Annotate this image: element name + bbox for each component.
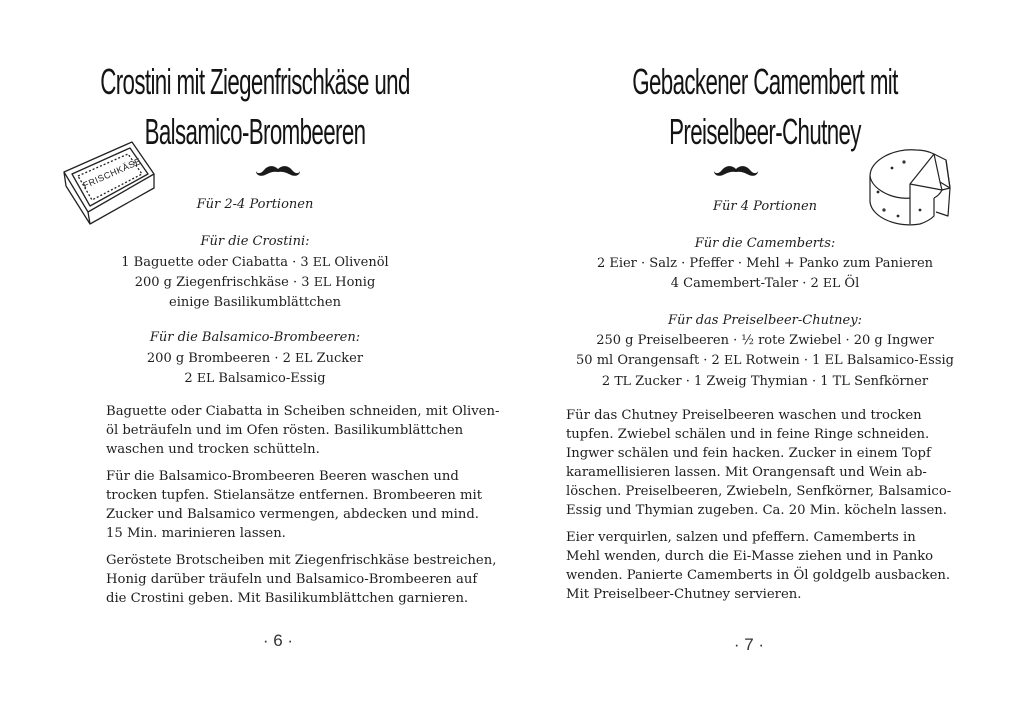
ingredients-chutney: [510, 311, 1020, 391]
title-line: Crostini mit Ziegenfrischkäse und: [100, 61, 410, 102]
instruction-paragraph: Eier verquirlen, salzen und pfeffern. Camemberts in Mehl wenden, durch die Ei-Masse ziehen und in Panko wenden. Panierte Camemberts in Öl goldgelb ausbacken. Mit Preiselbeer-Chutney servieren.: [566, 530, 951, 602]
title-line: Gebackener Camembert mit: [632, 61, 898, 102]
right-page: [510, 0, 1020, 709]
instruction-paragraph: Für das Chutney Preiselbeeren waschen und trocken tupfen. Zwiebel schälen und in feine Ringe schneiden. Ingwer schälen und fein hacken. Zucker in einem Topf karamellisieren lassen. Mit Orangensaft und Wein ab- löschen. Preiselbeeren, Zwiebeln, Senfkörner, Balsamico- Essig und Thymian zugeben. Ca. 20 Min. köcheln lassen.: [566, 408, 952, 518]
ingredient-line: 200 g Brombeeren · 2 EL Zucker: [146, 349, 364, 366]
ingredient-line: 1 Baguette oder Ciabatta · 3 EL Olivenöl: [121, 253, 389, 270]
ingredients-brombeeren: [0, 328, 510, 389]
title-line: Preiselbeer-Chutney: [669, 111, 861, 152]
ingredient-line: 2 TL Zucker · 1 Zweig Thymian · 1 TL Senfkörner: [601, 372, 929, 389]
ingredients-camemberts: [510, 234, 1020, 294]
page-number: · 6 ·: [262, 631, 294, 650]
ingredient-heading: Für die Crostini:: [200, 234, 310, 249]
instruction-paragraph: Geröstete Brotscheiben mit Ziegenfrischkäse bestreichen, Honig darüber träufeln und Balsamico-Brombeeren auf die Crostini geben. Mit Basilikumblättchen garnieren.: [106, 553, 497, 606]
instructions: [566, 406, 952, 612]
portions: Für 2-4 Portionen: [196, 197, 314, 212]
ingredient-line: einige Basilikumblättchen: [169, 294, 341, 310]
mustache-ornament-icon: [254, 163, 302, 179]
ingredient-line: 2 EL Balsamico-Essig: [184, 370, 326, 386]
ingredient-heading: Für das Preiselbeer-Chutney:: [668, 313, 862, 328]
instructions: [106, 402, 500, 616]
tub-label: FRISCHKÄSE: [81, 155, 143, 191]
ingredient-line: 50 ml Orangensaft · 2 EL Rotwein · 1 EL Balsamico-Essig: [576, 352, 954, 368]
ingredient-line: 4 Camembert-Taler · 2 EL Öl: [670, 275, 860, 291]
instruction-paragraph: Baguette oder Ciabatta in Scheiben schneiden, mit Oliven- öl beträufeln und im Ofen rösten. Basilikumblättchen waschen und trocken schütteln.: [106, 404, 500, 457]
portions: Für 4 Portionen: [712, 199, 818, 214]
mustache-ornament-icon: [712, 163, 760, 179]
page-number: · 7 ·: [733, 635, 765, 654]
camembert-wheel-icon: [864, 140, 954, 232]
instruction-paragraph: Für die Balsamico-Brombeeren Beeren waschen und trocken tupfen. Stielansätze entfernen. Brombeeren mit Zucker und Balsamico vermengen, abdecken und mind. 15 Min. marinieren lassen.: [106, 469, 483, 541]
ingredient-heading: Für die Camemberts:: [694, 236, 836, 251]
ingredient-line: 200 g Ziegenfrischkäse · 3 EL Honig: [134, 274, 376, 290]
ingredients-crostini: [0, 232, 510, 312]
ingredient-line: 250 g Preiselbeeren · ½ rote Zwiebel · 20 g Ingwer: [596, 332, 934, 348]
ingredient-line: 2 Eier · Salz · Pfeffer · Mehl + Panko zum Panieren: [596, 255, 934, 271]
ingredient-heading: Für die Balsamico-Brombeeren:: [149, 330, 361, 345]
title-line: Balsamico-Brombeeren: [144, 111, 366, 152]
